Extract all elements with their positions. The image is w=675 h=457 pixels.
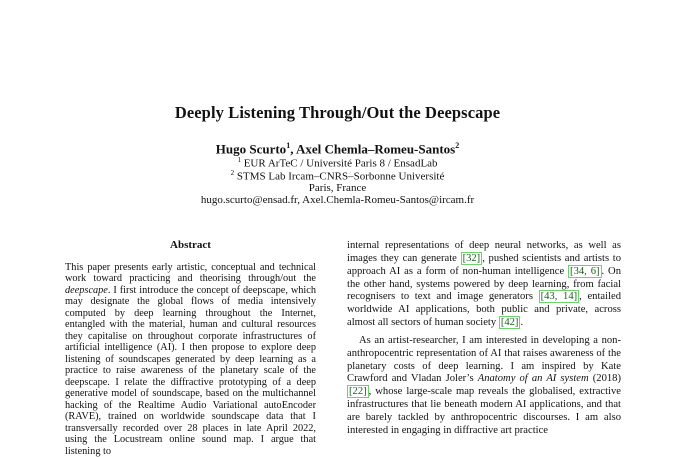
affiliation-marker: 1 xyxy=(286,141,290,150)
body-paragraph xyxy=(347,240,621,330)
body-text: internal representations of deep neural networks, as well as images they can generate xyxy=(347,240,621,264)
abstract-heading: Abstract xyxy=(65,240,316,252)
affiliation-line xyxy=(0,169,675,183)
affiliation-text: Paris, France xyxy=(309,182,366,194)
abstract-term: deepscape xyxy=(65,285,108,296)
citation-link[interactable]: [34, 6] xyxy=(568,265,601,278)
paper-title: Deeply Listening Through/Out the Deepscape xyxy=(0,103,675,123)
affiliation-marker: 1 xyxy=(237,156,241,164)
affiliation-marker: 2 xyxy=(231,169,235,177)
body-text: , entailed worldwide AI applications, both public and private, across almost all sectors of human society xyxy=(347,291,621,328)
right-column xyxy=(347,240,621,438)
abstract-body xyxy=(65,262,316,457)
body-paragraph xyxy=(347,335,621,438)
body-text: , pushed scientists and artists to approach AI as a form of non-human intelligence xyxy=(347,253,621,277)
body-text: . On the other hand, systems powered by deep learning, from facial recognisers to text and image generators xyxy=(347,266,621,303)
abstract-text: . I first introduce the concept of deepscape, which may designate the global flows of media intensively computed by deep learning throughout the Internet, entangled with the material, human and cultural resources they capitalise on throughout corporate infrastructures of artificial intelligence (AI). I then propose to explore deep listening of soundscapes generated by deep learning as a practice to raise awareness of the planetary scale of the deepscape. I relate the diffractive prototyping of a deep generative model of soundscape, based on the multichannel hacking of the Realtime Audio Variational autoEncoder (RAVE), trained on worldwide soundscape data that I transversally recorded over 28 places in late April 2022, using the Locustream online sound map. I argue that listening to xyxy=(65,285,316,457)
affiliation-text: EUR ArTeC / Université Paris 8 / EnsadLab xyxy=(241,158,438,170)
affiliation-marker: 2 xyxy=(455,141,459,150)
citation-link[interactable]: [42] xyxy=(499,316,521,329)
cited-work-title: Anatomy of an AI system xyxy=(478,373,589,384)
affiliation-text: STMS Lab Ircam–CNRS–Sorbonne Université xyxy=(234,171,444,183)
author-name: Hugo Scurto xyxy=(216,141,286,156)
citation-link[interactable]: [32] xyxy=(461,252,483,265)
author-separator: , xyxy=(290,141,296,156)
author-emails: hugo.scurto@ensad.fr, Axel.Chemla-Romeu-Santos@ircam.fr xyxy=(0,194,675,206)
body-text: , whose large-scale map reveals the globalised, extractive infrastructures that lie beneath modern AI applications, and that are barely tackled by anthropocentric discourses. I am also interested in engaging in diffractive art practice xyxy=(347,386,621,436)
citation-link[interactable]: [43, 14] xyxy=(539,290,580,303)
affiliation-line xyxy=(0,182,675,194)
body-text: (2018) xyxy=(589,373,621,384)
body-text: As an artist-researcher, I am interested in developing a non-anthropocentric representation of AI that raises awareness of the planetary costs of deep learning. I am inspired by Kate Crawford and Vladan Joler’s xyxy=(347,335,621,385)
affiliation-line xyxy=(0,156,675,170)
left-column xyxy=(65,240,316,457)
author-line xyxy=(0,141,675,157)
citation-link[interactable]: [22] xyxy=(347,385,369,398)
author-name: Axel Chemla–Romeu-Santos xyxy=(296,141,455,156)
body-text: . xyxy=(520,317,523,328)
abstract-text: This paper presents early artistic, conceptual and technical work toward practicing and theorising through/out the xyxy=(65,262,316,285)
